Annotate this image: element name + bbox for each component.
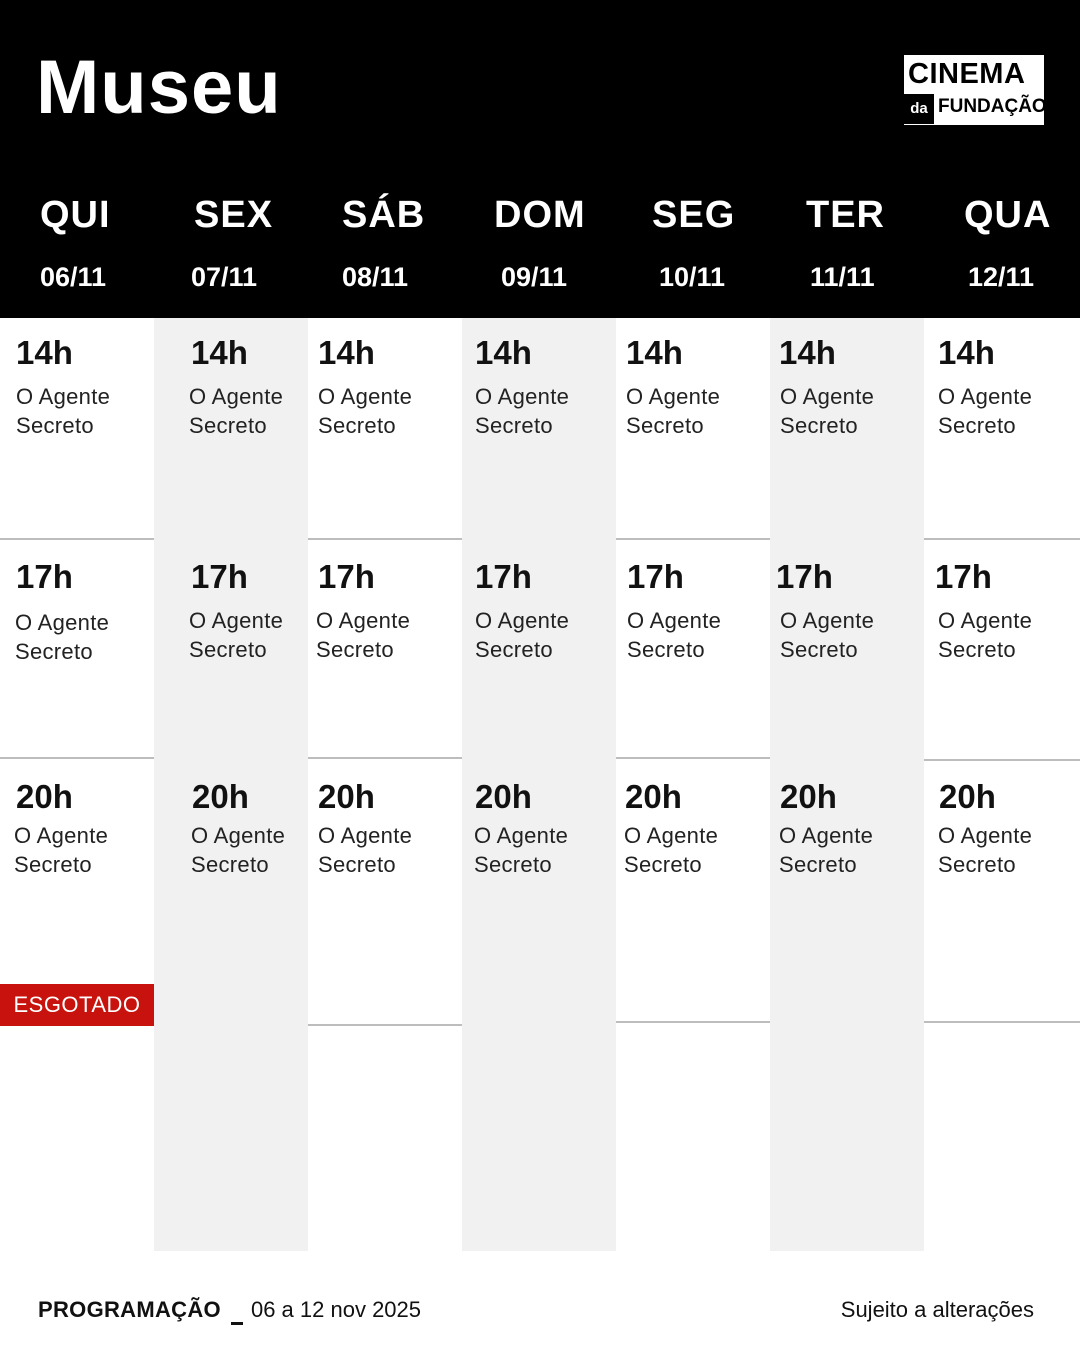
day-column-sex (154, 318, 308, 1251)
footer-label: PROGRAMAÇÃO (38, 1297, 221, 1322)
session-time: 20h (16, 778, 73, 815)
session-film: O Agente Secreto (938, 384, 1033, 438)
session-film: O Agente Secreto (938, 608, 1033, 662)
day-date: 10/11 (659, 262, 726, 292)
divider (308, 538, 462, 540)
session-time: 17h (776, 558, 833, 595)
day-date: 06/11 (40, 262, 107, 292)
session-time: 14h (318, 334, 375, 371)
logo-text-fundacao: FUNDAÇÃO (938, 96, 1047, 117)
session-time: 17h (475, 558, 532, 595)
divider (0, 757, 154, 759)
session-time: 17h (16, 558, 73, 595)
cinema-fundacao-logo (904, 55, 1047, 125)
session-time: 14h (779, 334, 836, 371)
session-film: O Agente Secreto (316, 608, 411, 662)
day-name: QUA (964, 194, 1052, 236)
divider (0, 538, 154, 540)
session-time: 17h (627, 558, 684, 595)
session-time: 17h (191, 558, 248, 595)
day-name: TER (806, 194, 885, 236)
divider (308, 1024, 462, 1026)
logo-text-cinema: CINEMA (908, 58, 1026, 90)
divider (616, 1021, 770, 1023)
session-film: O Agente Secreto (475, 608, 570, 662)
day-header-seg (652, 194, 806, 292)
session-time: 20h (939, 778, 996, 815)
day-name: SEG (652, 194, 736, 236)
day-name: SEX (194, 194, 274, 236)
session-film: O Agente Secreto (474, 823, 569, 877)
day-header-qua (964, 194, 1080, 292)
session-film: O Agente Secreto (780, 608, 875, 662)
session-film: O Agente Secreto (475, 384, 570, 438)
session-film: O Agente Secreto (780, 384, 875, 438)
session-film: O Agente Secreto (191, 823, 286, 877)
footer-date-range: 06 a 12 nov 2025 (250, 1297, 422, 1322)
day-date: 09/11 (501, 262, 568, 292)
day-header-dom (494, 194, 648, 292)
day-date: 11/11 (810, 262, 875, 292)
day-header-ter (806, 194, 960, 292)
day-column-dom (462, 318, 616, 1251)
day-date: 07/11 (191, 262, 258, 292)
session-time: 20h (625, 778, 682, 815)
session-time: 17h (318, 558, 375, 595)
header (0, 0, 1080, 318)
session-time: 20h (475, 778, 532, 815)
session-time: 14h (191, 334, 248, 371)
divider (616, 757, 770, 759)
day-name: SÁB (342, 194, 426, 236)
footer-program (38, 1297, 421, 1325)
venue-title: Museu (36, 45, 282, 130)
footer-note: Sujeito a alterações (840, 1297, 1034, 1322)
day-name: DOM (494, 194, 586, 236)
divider (924, 538, 1080, 540)
session-film: O Agente Secreto (16, 384, 111, 438)
session-time: 20h (780, 778, 837, 815)
divider (924, 1021, 1080, 1023)
day-column-ter (770, 318, 924, 1251)
day-header-sex (191, 194, 348, 292)
session-film: O Agente Secreto (624, 823, 719, 877)
session-time: 14h (16, 334, 73, 371)
session-film: O Agente Secreto (189, 384, 284, 438)
session-time: 14h (626, 334, 683, 371)
divider (616, 538, 770, 540)
session-film: O Agente Secreto (318, 823, 413, 877)
session-film: O Agente Secreto (626, 384, 721, 438)
session-time: 14h (938, 334, 995, 371)
day-name: QUI (40, 194, 111, 236)
day-date: 12/11 (968, 262, 1035, 292)
session-film: O Agente Secreto (779, 823, 874, 877)
session-time: 17h (935, 558, 992, 595)
day-date: 08/11 (342, 262, 409, 292)
session-film: O Agente Secreto (14, 823, 109, 877)
session-film: O Agente Secreto (15, 610, 110, 664)
session-time: 20h (192, 778, 249, 815)
session-film: O Agente Secreto (189, 608, 284, 662)
session-film: O Agente Secreto (318, 384, 413, 438)
session-time: 20h (318, 778, 375, 815)
divider (924, 759, 1080, 761)
session-time: 14h (475, 334, 532, 371)
session-film: O Agente Secreto (627, 608, 722, 662)
sold-out-badge: ESGOTADO (0, 984, 154, 1026)
day-header-qui (40, 194, 194, 292)
divider (308, 757, 462, 759)
session-film: O Agente Secreto (938, 823, 1033, 877)
day-header-sab (342, 194, 496, 292)
logo-text-da: da (904, 94, 934, 124)
footer-dash (231, 1322, 243, 1325)
